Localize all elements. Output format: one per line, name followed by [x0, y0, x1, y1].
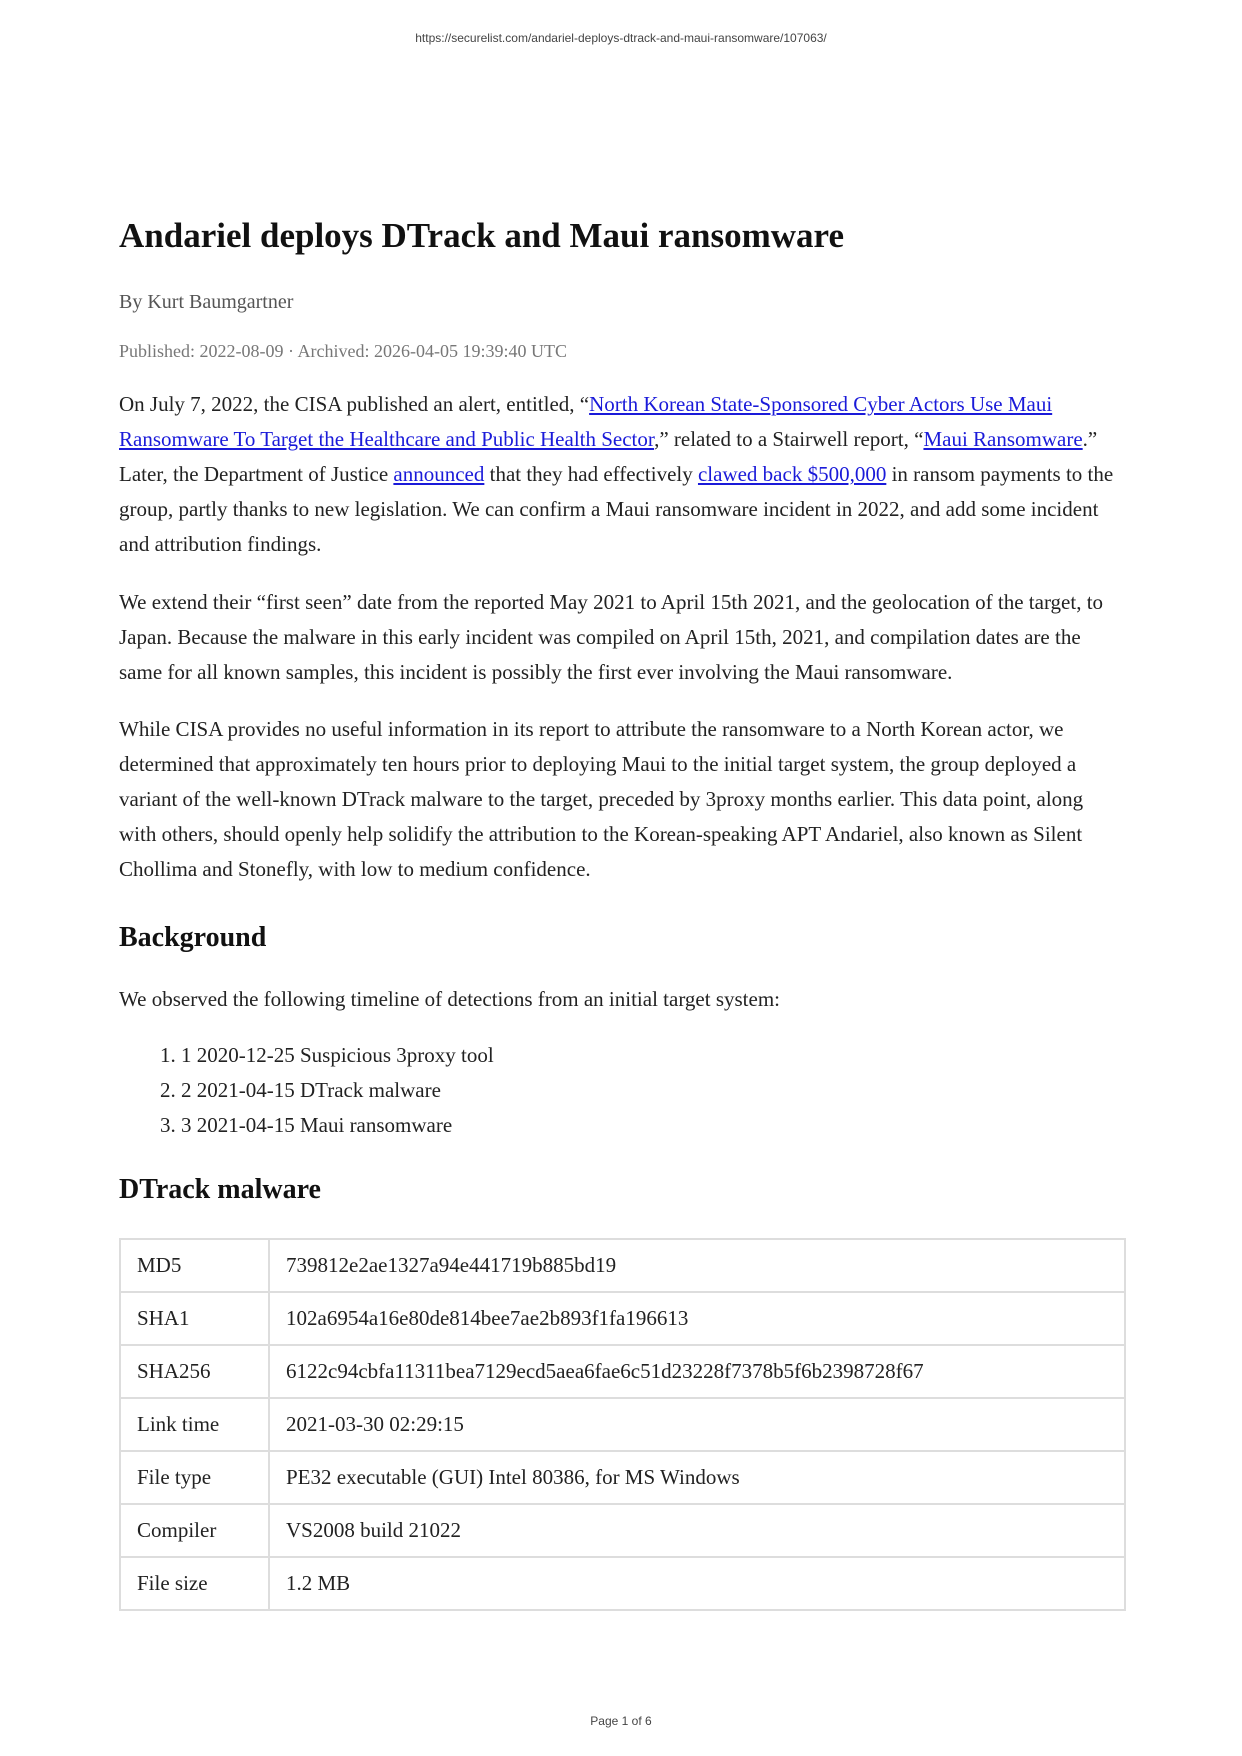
link-time-label: Link time: [120, 1398, 269, 1451]
file-type-label: File type: [120, 1451, 269, 1504]
sha1-value: 102a6954a16e80de814bee7ae2b893f1fa196613: [269, 1292, 1125, 1345]
publish-meta: Published: 2022-08-09 · Archived: 2026-04-05 19:39:40 UTC: [119, 341, 567, 361]
intro-paragraph: [119, 387, 1125, 562]
timeline-item: 1. 1 2020-12-25 Suspicious 3proxy tool: [181, 1038, 494, 1073]
file-type-value: PE32 executable (GUI) Intel 80386, for MS Windows: [269, 1451, 1125, 1504]
table-row: [120, 1292, 1125, 1345]
table-row: [120, 1398, 1125, 1451]
doj-announced-link[interactable]: announced: [393, 462, 485, 486]
attribution-paragraph: While CISA provides no useful information in its report to attribute the ransomware to a North Korean actor, we determined that approximately ten hours prior to deploying Maui to the initial target system, the group deployed a variant of the well-known DTrack malware to the target, preceded by 3proxy months earlier. This data point, along with others, should openly help solidify the attribution to the Korean-speaking APT Andariel, also known as Silent Chollima and Stonefly, with low to medium confidence.: [119, 717, 1084, 881]
dtrack-ioc-table: [119, 1238, 1126, 1611]
md5-label: MD5: [120, 1239, 269, 1292]
file-size-label: File size: [120, 1557, 269, 1610]
article-title: Andariel deploys DTrack and Maui ransomware: [119, 216, 844, 255]
timeline-item: 2. 2 2021-04-15 DTrack malware: [181, 1073, 494, 1108]
table-row: [120, 1504, 1125, 1557]
timeline-list: [119, 1038, 494, 1143]
timeline-item: 3. 3 2021-04-15 Maui ransomware: [181, 1108, 494, 1143]
author-byline: By Kurt Baumgartner: [119, 291, 294, 313]
clawed-back-link[interactable]: clawed back $500,000: [697, 462, 887, 486]
page-url: https://securelist.com/andariel-deploys-dtrack-and-maui-ransomware/107063/: [415, 31, 827, 45]
background-heading: Background: [119, 922, 267, 953]
table-row: [120, 1451, 1125, 1504]
compiler-value: VS2008 build 21022: [269, 1504, 1125, 1557]
table-row: [120, 1239, 1125, 1292]
file-size-value: 1.2 MB: [269, 1557, 1125, 1610]
page-number: Page 1 of 6: [590, 1714, 652, 1728]
intro-text-3: .” Later, the Department of Justice: [119, 427, 1098, 486]
intro-text-5: in ransom payments to the group, partly thanks to new legislation. We can confirm a Maui ransomware incident in 2022, and add some incident and attribution findings.: [119, 462, 1114, 556]
table-row: [120, 1345, 1125, 1398]
cisa-alert-link[interactable]: North Korean State-Sponsored Cyber Actors Use Maui Ransomware To Target the Healthcare and Public Health Sector: [119, 392, 1053, 451]
intro-text-2: ,” related to a Stairwell report, “: [654, 427, 924, 451]
first-seen-paragraph: We extend their “first seen” date from the reported May 2021 to April 15th 2021, and the geolocation of the target, to Japan. Because the malware in this early incident was compiled on April 15th, 2021, and compilation dates are the same for all known samples, this incident is possibly the first ever involving the Maui ransomware.: [119, 590, 1104, 684]
stairwell-report-link[interactable]: Maui Ransomware: [923, 427, 1083, 451]
intro-text-4: that they had effectively: [484, 462, 698, 486]
link-time-value: 2021-03-30 02:29:15: [269, 1398, 1125, 1451]
sha1-label: SHA1: [120, 1292, 269, 1345]
dtrack-heading: DTrack malware: [119, 1174, 321, 1205]
sha256-label: SHA256: [120, 1345, 269, 1398]
sha256-value: 6122c94cbfa11311bea7129ecd5aea6fae6c51d23228f7378b5f6b2398728f67: [269, 1345, 1125, 1398]
compiler-label: Compiler: [120, 1504, 269, 1557]
md5-value: 739812e2ae1327a94e441719b885bd19: [269, 1239, 1125, 1292]
table-row: [120, 1557, 1125, 1610]
background-intro: We observed the following timeline of detections from an initial target system:: [119, 987, 781, 1011]
intro-text-1: On July 7, 2022, the CISA published an alert, entitled, “: [119, 392, 590, 416]
